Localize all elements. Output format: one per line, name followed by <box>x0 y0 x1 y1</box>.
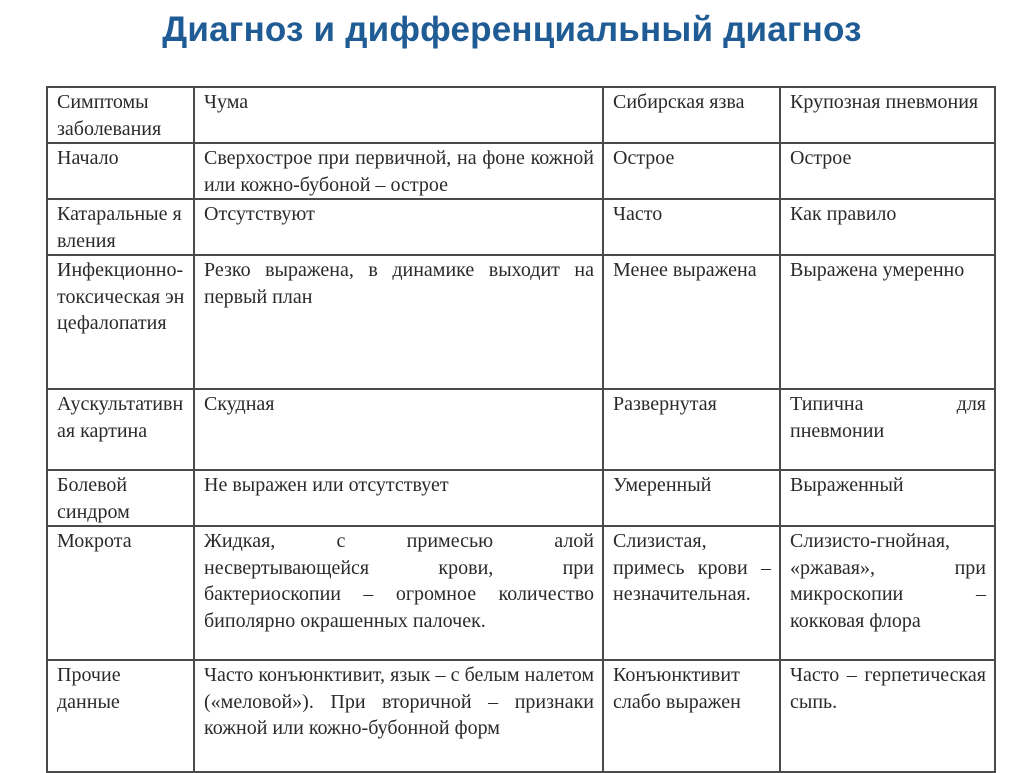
plague-cell: Скудная <box>194 389 603 470</box>
symptom-cell: Прочие данные <box>47 660 194 772</box>
anthrax-cell: Часто <box>603 199 780 255</box>
pneumonia-cell: Острое <box>780 143 995 199</box>
pneumonia-cell: Выражена умеренно <box>780 255 995 389</box>
table-row <box>47 389 995 470</box>
table-row <box>47 526 995 660</box>
header-cell-plague: Чума <box>194 87 603 143</box>
pneumonia-cell: Часто – герпетическая сыпь. <box>780 660 995 772</box>
table-row <box>47 660 995 772</box>
plague-cell: Сверхострое при первичной, на фоне кожной или кожно-бубоной – острое <box>194 143 603 199</box>
header-cell-anthrax: Сибирская язва <box>603 87 780 143</box>
anthrax-cell: Менее выражена <box>603 255 780 389</box>
header-cell-symptoms: Симптомы заболевания <box>47 87 194 143</box>
anthrax-cell: Острое <box>603 143 780 199</box>
plague-cell: Резко выражена, в динамике выходит на первый план <box>194 255 603 389</box>
plague-cell: Жидкая, с примесью алой несвертывающейся крови, при бактериоскопии – огромное количество биполярно окрашенных палочек. <box>194 526 603 660</box>
anthrax-cell: Слизистая, примесь крови – незначительная. <box>603 526 780 660</box>
symptom-cell: Мокрота <box>47 526 194 660</box>
differential-diagnosis-table <box>46 86 996 773</box>
anthrax-cell: Умеренный <box>603 470 780 526</box>
plague-cell: Не выражен или отсутствует <box>194 470 603 526</box>
symptom-cell: Болевой синдром <box>47 470 194 526</box>
pneumonia-cell: Как правило <box>780 199 995 255</box>
table-row <box>47 470 995 526</box>
anthrax-cell: Конъюнктивит слабо выражен <box>603 660 780 772</box>
slide-title: Диагноз и дифференциальный диагноз <box>162 10 862 49</box>
table-row <box>47 143 995 199</box>
table-row <box>47 199 995 255</box>
header-cell-pneumonia: Крупозная пневмония <box>780 87 995 143</box>
plague-cell: Отсутствуют <box>194 199 603 255</box>
symptom-cell: Катаральные явления <box>47 199 194 255</box>
pneumonia-cell: Выраженный <box>780 470 995 526</box>
table-row <box>47 255 995 389</box>
anthrax-cell: Развернутая <box>603 389 780 470</box>
symptom-cell: Инфекционно-токсическая энцефалопатия <box>47 255 194 389</box>
symptom-cell: Начало <box>47 143 194 199</box>
symptom-cell: Аускультативная картина <box>47 389 194 470</box>
header-row <box>47 87 995 143</box>
pneumonia-cell: Типична для пневмонии <box>780 389 995 470</box>
pneumonia-cell: Слизисто-гнойная, «ржавая», при микроскопии – кокковая флора <box>780 526 995 660</box>
plague-cell: Часто конъюнктивит, язык – с белым налетом («меловой»). При вторичной – признаки кожной или кожно-бубонной форм <box>194 660 603 772</box>
